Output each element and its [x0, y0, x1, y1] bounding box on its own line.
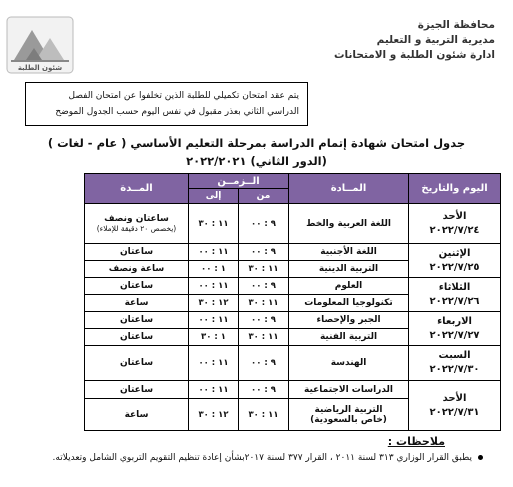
duration-cell: ساعة [85, 399, 189, 431]
to-time: ١١ : ٠٠ [189, 346, 239, 381]
subject-cell: الدراسات الاجتماعية [289, 381, 409, 399]
day-date: ٢٠٢٢/٧/٢٤ [429, 224, 480, 236]
duration-cell: ساعة [85, 295, 189, 312]
header-from: من [239, 189, 289, 204]
duration-cell: ساعتان [85, 329, 189, 346]
governorate-label: محافظة الجيزة [417, 19, 495, 31]
table-row [85, 204, 501, 244]
table-row [85, 244, 501, 261]
subject-text: التربية الرياضية [314, 404, 383, 415]
from-time: ٩ : ٠٠ [239, 381, 289, 399]
subject-cell: تكنولوجيا المعلومات [289, 295, 409, 312]
table-row [85, 278, 501, 295]
day-cell [409, 278, 501, 312]
duration-text: ساعتان ونصف [104, 214, 169, 224]
duration-cell: ساعتان [85, 312, 189, 329]
subject-cell: العلوم [289, 278, 409, 295]
duration-cell: ساعة ونصف [85, 261, 189, 278]
notice-line-1: يتم عقد امتحان تكميلي للطلبة الذين تخلفوا عن امتحان الفصل [68, 91, 299, 101]
duration-cell [85, 204, 189, 244]
to-time: ١١ : ٠٠ [189, 278, 239, 295]
from-time: ١١ : ٣٠ [239, 261, 289, 278]
to-time: ١١ : ٠٠ [189, 381, 239, 399]
to-time: ١ : ٠٠ [189, 261, 239, 278]
notice-box [25, 82, 308, 126]
notes-title: ملاحظات : [387, 435, 445, 448]
day-date: ٢٠٢٢/٧/٣٠ [429, 364, 480, 375]
subject-note: (خاص بالسعودية) [310, 414, 387, 425]
exam-schedule-table [84, 173, 501, 431]
notice-line-2: الدراسي الثاني بعذر مقبول في نفس اليوم حسب الجدول الموضح [55, 107, 299, 117]
from-time: ٩ : ٠٠ [239, 204, 289, 244]
subject-cell: التربية الدينية [289, 261, 409, 278]
day-date: ٢٠٢٢/٧/٣١ [429, 406, 480, 418]
to-time: ١٢ : ٣٠ [189, 295, 239, 312]
duration-cell: ساعتان [85, 244, 189, 261]
day-cell [409, 244, 501, 278]
schedule-subtitle: (الدور الثاني) ٢٠٢٢/٢٠٢١ [186, 154, 327, 168]
to-time: ١١ : ٠٠ [189, 312, 239, 329]
table-row [85, 312, 501, 329]
day-date: ٢٠٢٢/٧/٢٥ [429, 261, 480, 273]
notes-bullet [23, 451, 483, 466]
logo-caption: شئون الطلبة [17, 64, 63, 72]
duration-note: (يخصص ٢٠ دقيقة للإملاء) [96, 224, 177, 233]
bullet-dot-icon [478, 455, 483, 460]
header-block [334, 18, 495, 63]
day-name: السبت [438, 350, 471, 361]
from-time: ١١ : ٣٠ [239, 399, 289, 431]
department-label: ادارة شئون الطلبة و الامتحانات [334, 49, 495, 61]
subject-cell: اللغة العربية والخط [289, 204, 409, 244]
from-time: ٩ : ٠٠ [239, 278, 289, 295]
header-to: إلى [189, 189, 239, 204]
day-cell [409, 381, 501, 431]
duration-cell: ساعتان [85, 381, 189, 399]
header-subject: المــادة [289, 174, 409, 204]
directorate-label: مديرية التربية و التعليم [376, 34, 495, 46]
schedule-title: جدول امتحان شهادة إتمام الدراسة بمرحلة التعليم الأساسي ( عام - لغات ) [47, 136, 466, 150]
to-time: ١ : ٣٠ [189, 329, 239, 346]
day-date: ٢٠٢٢/٧/٢٦ [429, 295, 480, 307]
duration-cell: ساعتان [85, 346, 189, 381]
table-row [85, 346, 501, 381]
from-time: ١١ : ٣٠ [239, 295, 289, 312]
from-time: ٩ : ٠٠ [239, 244, 289, 261]
header-day-date: اليوم والتاريخ [409, 174, 501, 204]
to-time: ١١ : ٠٠ [189, 244, 239, 261]
day-name: الأحد [442, 392, 467, 404]
to-time: ١١ : ٣٠ [189, 204, 239, 244]
notes-bullet-text: يطبق القرار الوزاري ٣١٣ لسنة ٢٠١١ ، القرار ٣٧٧ لسنة ٢٠١٧بشأن إعادة تنظيم التقويم التربوي الشامل وتعديلاته. [52, 453, 472, 463]
subject-cell: التربية الفنية [289, 329, 409, 346]
header-time: الــزمــن [189, 174, 289, 189]
header-duration: المــدة [85, 174, 189, 204]
subject-cell: الهندسة [289, 346, 409, 381]
duration-cell: ساعتان [85, 278, 189, 295]
day-cell [409, 312, 501, 346]
from-time: ٩ : ٠٠ [239, 312, 289, 329]
day-cell [409, 204, 501, 244]
subject-cell: الجبر والإحصاء [289, 312, 409, 329]
day-name: الإثنين [438, 247, 471, 259]
pyramids-logo [6, 16, 74, 74]
subject-cell: اللغة الأجنبية [289, 244, 409, 261]
from-time: ٩ : ٠٠ [239, 346, 289, 381]
to-time: ١٢ : ٣٠ [189, 399, 239, 431]
subject-cell [289, 399, 409, 431]
from-time: ١١ : ٣٠ [239, 329, 289, 346]
day-name: الثلاثاء [438, 281, 471, 293]
table-row [85, 381, 501, 399]
day-name: الاربعاء [437, 315, 472, 327]
day-cell [409, 346, 501, 381]
day-name: الأحد [442, 210, 467, 222]
day-date: ٢٠٢٢/٧/٢٧ [429, 329, 480, 341]
